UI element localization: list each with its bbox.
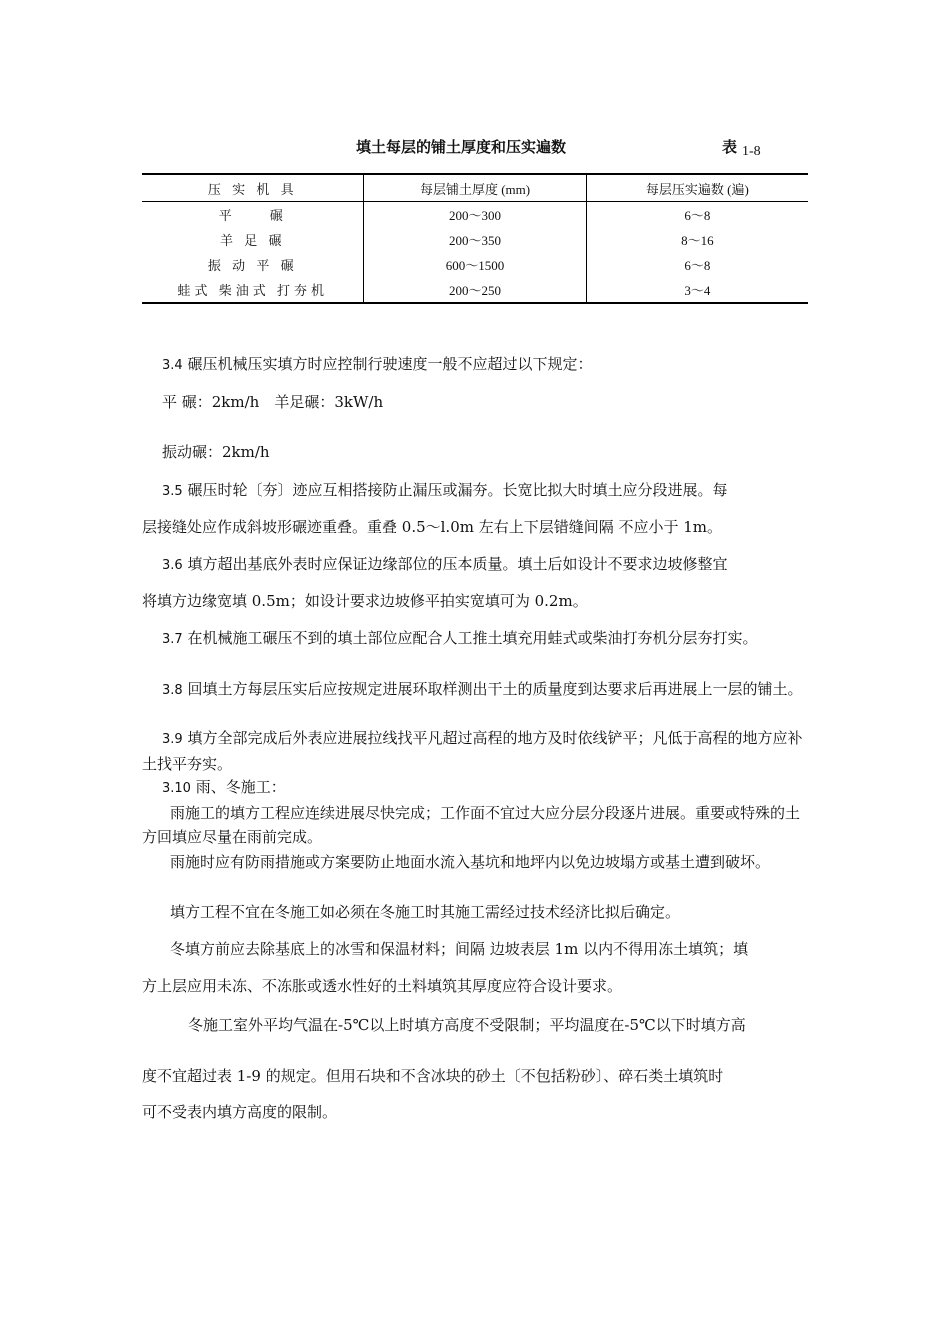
section-number: 3.5 xyxy=(162,484,183,499)
cell-passes: 6～8 xyxy=(684,208,711,223)
paragraph-speed-1 xyxy=(142,390,810,414)
paragraph-3-6 xyxy=(142,552,810,578)
section-number: 3.4 xyxy=(162,358,183,373)
cell-passes: 6～8 xyxy=(684,258,711,273)
paragraph-3-8 xyxy=(142,677,810,703)
header-passes: 每层压实遍数 (遍) xyxy=(586,174,808,202)
paragraph-text: 雨施时应有防雨措施或方案要防止地面水流入基坑和地坪内以免边坡塌方或基土遭到破坏。 xyxy=(170,853,771,871)
table-title: 填土每层的铺土厚度和压实遍数 xyxy=(356,138,567,156)
paragraph-rain-1 xyxy=(142,801,810,849)
paragraph-text: 雨施工的填方工程应连续进展尽快完成；工作面不宜过大应分层分段逐片进展。重要或特殊的土方回填应尽量在雨前完成。 xyxy=(142,804,801,846)
cell-machine: 羊 足 碾 xyxy=(142,227,364,252)
table-row xyxy=(142,227,808,252)
paragraph-text: 平 碾：2km/h 羊足碾：3kW/h xyxy=(162,393,384,411)
paragraph-text: 填方工程不宜在冬施工如必须在冬施工时其施工需经过技术经济比拟后确定。 xyxy=(170,903,681,921)
paragraph-3-6-cont xyxy=(142,589,810,613)
cell-passes: 3～4 xyxy=(684,283,711,298)
section-number: 3.10 xyxy=(162,781,191,796)
paragraph-winter-3-cont xyxy=(142,1064,810,1088)
paragraph-text: 方上层应用未冻、不冻胀或透水性好的土料填筑其厚度应符合设计要求。 xyxy=(142,977,623,995)
paragraph-winter-3-end xyxy=(142,1100,810,1124)
section-number: 3.9 xyxy=(162,732,183,747)
paragraph-rain-2 xyxy=(142,850,810,874)
paragraph-text: 碾压时轮〔夯〕迹应互相搭接防止漏压或漏夯。长宽比拟大时填土应分段进展。每 xyxy=(187,481,728,499)
paragraph-text: 填方全部完成后外表应进展拉线找平凡超过高程的地方及时依线铲平；凡低于高程的地方应补土找平夯实。 xyxy=(142,729,803,773)
section-number: 3.7 xyxy=(162,632,183,647)
table-header-row xyxy=(142,174,808,202)
paragraph-text: 度不宜超过表 1-9 的规定。但用石块和不含冰块的砂土〔不包括粉砂〕、碎石类土填筑时 xyxy=(142,1067,724,1085)
table-row xyxy=(142,252,808,277)
cell-thickness: 600～1500 xyxy=(364,252,586,277)
table-row xyxy=(142,202,808,228)
table-label: 表 xyxy=(722,138,738,156)
paragraph-text: 碾压机械压实填方时应控制行驶速度一般不应超过以下规定： xyxy=(187,355,593,373)
paragraph-text: 回填土方每层压实后应按规定进展环取样测出干土的质量度到达要求后再进展上一层的铺土。 xyxy=(187,680,803,698)
cell-thickness: 200～350 xyxy=(364,227,586,252)
cell-thickness: 200～300 xyxy=(364,202,586,228)
paragraph-text: 雨、冬施工： xyxy=(195,778,286,796)
paragraph-text: 层接缝处应作成斜坡形碾迹重叠。重叠 0.5～l.0m 左右上下层错缝间隔 不应小于 1m。 xyxy=(142,518,723,536)
paragraph-3-5 xyxy=(142,478,810,504)
paragraph-3-5-cont xyxy=(142,515,810,539)
paragraph-winter-3 xyxy=(142,1013,810,1037)
cell-machine: 振 动 平 碾 xyxy=(142,252,364,277)
cell-machine: 平 碾 xyxy=(142,202,364,228)
paragraph-3-10 xyxy=(142,775,810,801)
paragraph-text: 填方超出基底外表时应保证边缘部位的压本质量。填土后如设计不要求边坡修整宜 xyxy=(187,555,728,573)
paragraph-winter-2-cont xyxy=(142,974,810,998)
cell-thickness: 200～250 xyxy=(364,277,586,303)
header-thickness: 每层铺土厚度 (mm) xyxy=(364,174,586,202)
header-machine: 压 实 机 具 xyxy=(142,174,364,202)
paragraph-3-9 xyxy=(142,726,810,776)
paragraph-text: 在机械施工碾压不到的填土部位应配合人工推土填充用蛙式或柴油打夯机分层夯打实。 xyxy=(187,629,758,647)
paragraph-text: 可不受表内填方高度的限制。 xyxy=(142,1103,338,1121)
paragraph-speed-2 xyxy=(142,440,810,464)
paragraph-winter-2 xyxy=(142,937,810,961)
paragraph-text: 冬施工室外平均气温在-5℃以上时填方高度不受限制；平均温度在-5℃以下时填方高 xyxy=(188,1016,746,1034)
table-number: 1-8 xyxy=(742,144,761,159)
paragraph-3-4 xyxy=(142,352,810,378)
paragraph-3-7 xyxy=(142,626,810,652)
cell-passes: 8～16 xyxy=(681,233,714,248)
compaction-table xyxy=(142,173,808,304)
paragraph-text: 振动碾：2km/h xyxy=(162,443,270,461)
cell-machine: 蛙式 柴油式 打夯机 xyxy=(142,277,364,303)
paragraph-text: 冬填方前应去除基底上的冰雪和保温材料；间隔 边坡表层 1m 以内不得用冻土填筑；填 xyxy=(170,940,749,958)
paragraph-winter-1 xyxy=(142,900,810,924)
section-number: 3.6 xyxy=(162,558,183,573)
paragraph-text: 将填方边缘宽填 0.5m；如设计要求边坡修平拍实宽填可为 0.2m。 xyxy=(142,592,588,610)
table-row xyxy=(142,277,808,303)
section-number: 3.8 xyxy=(162,683,183,698)
